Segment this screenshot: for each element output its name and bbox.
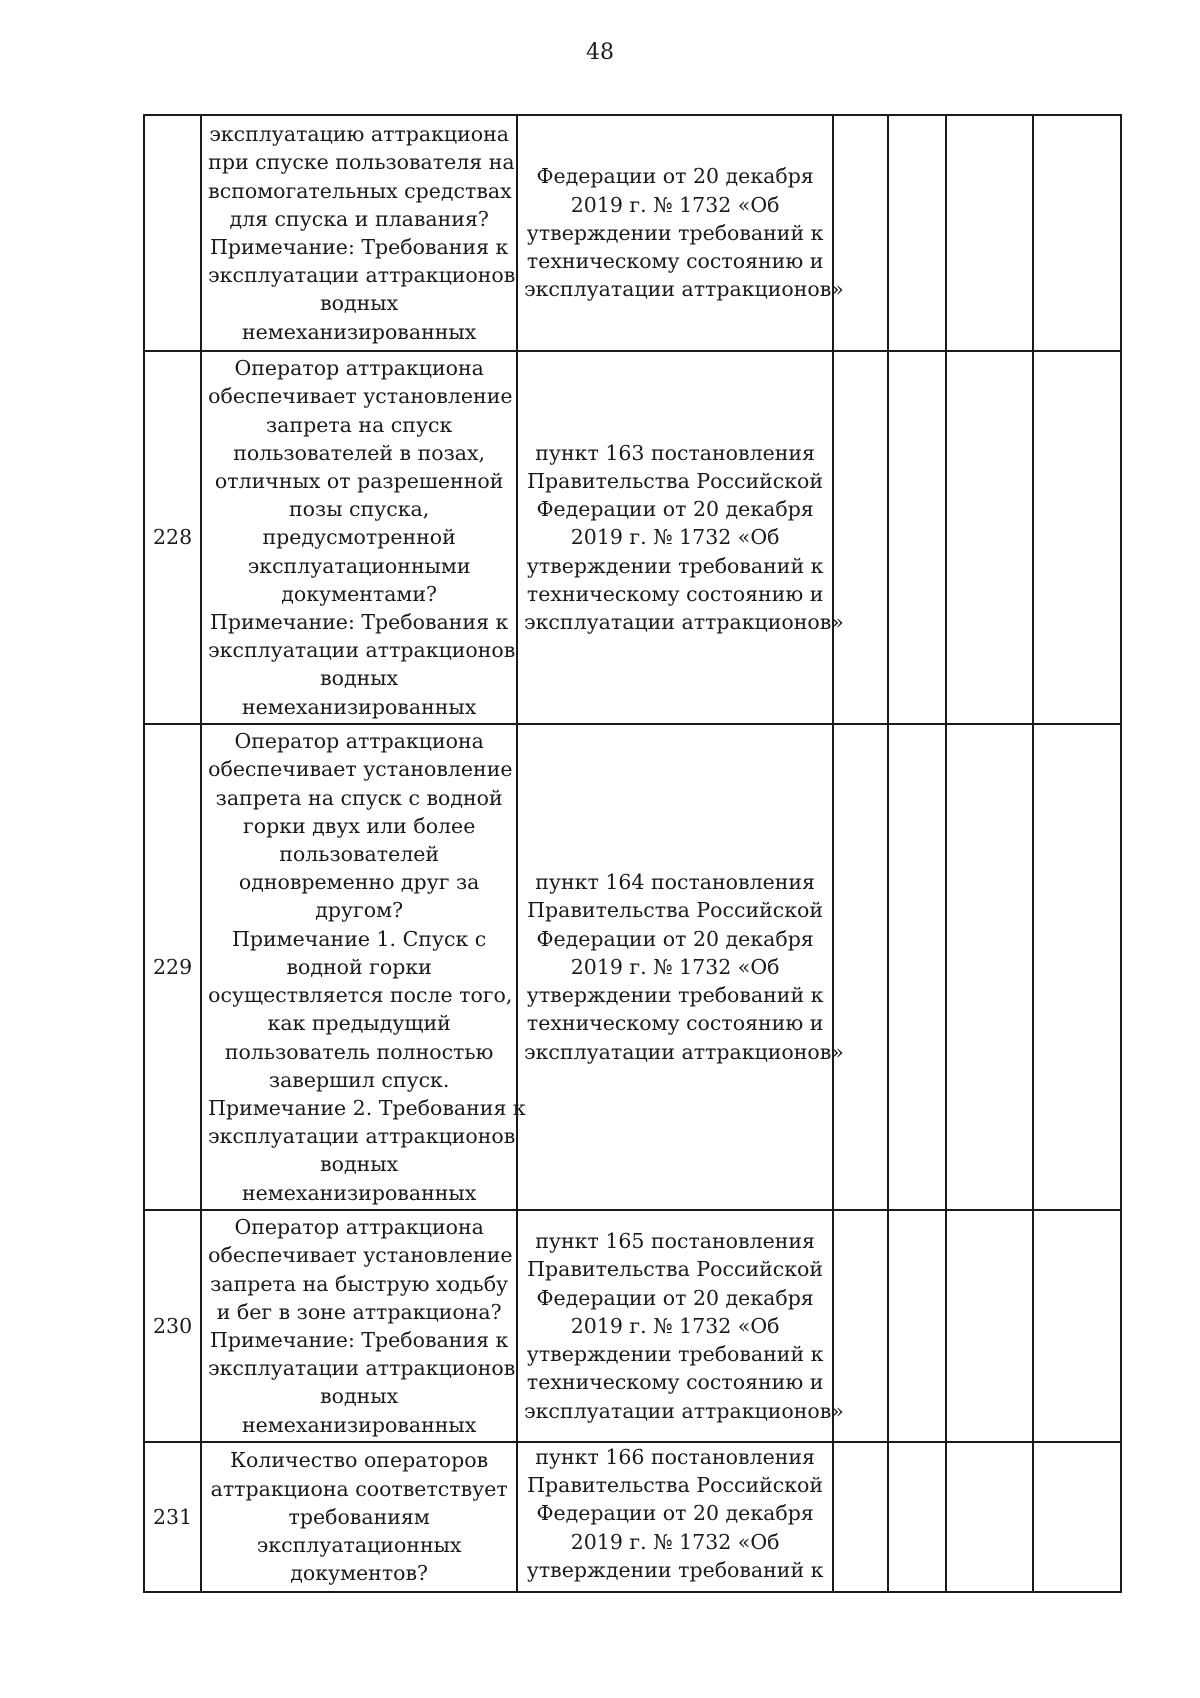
reference-line: техническому состоянию и [526, 249, 824, 274]
reference-line: утверждении требований к [526, 553, 824, 578]
reference-line: утверждении требований к [526, 1342, 824, 1367]
empty-cell [1033, 351, 1121, 724]
question-line: водных [320, 666, 399, 691]
question-line: эксплуатации аттракционов [208, 1356, 516, 1381]
reference-cell [517, 1210, 844, 1442]
reference-line: эксплуатации аттракционов» [524, 1039, 844, 1064]
question-line: Примечание: Требования к [209, 610, 509, 634]
empty-cell [1033, 115, 1121, 351]
reference-cell [517, 351, 844, 724]
question-line: немеханизированных [242, 694, 477, 719]
question-line: немеханизированных [242, 1412, 477, 1437]
row-number: 230 [144, 1210, 201, 1442]
question-line: для спуска и плавания? [229, 206, 489, 231]
reference-line: утверждении требований к [526, 220, 824, 245]
reference-line: 2019 г. № 1732 «Об [570, 192, 780, 217]
question-line: пользователей [279, 842, 440, 867]
reference-line: техническому состоянию и [526, 1011, 824, 1036]
empty-cell [946, 1210, 1032, 1442]
question-line: горки двух или более [242, 813, 476, 838]
question-line: запрета на быструю ходьбу [210, 1271, 509, 1296]
reference-line: Правительства Российской [527, 898, 824, 923]
question-line: и бег в зоне аттракциона? [216, 1299, 502, 1324]
question-line: завершил спуск. [268, 1067, 450, 1092]
empty-cell [888, 1210, 946, 1442]
table-row [144, 351, 1121, 724]
question-line: эксплуатации аттракционов [208, 638, 516, 663]
reference-line: 2019 г. № 1732 «Об [570, 525, 780, 550]
row-number: 229 [144, 724, 201, 1210]
question-line: вспомогательных средствах [208, 178, 512, 203]
empty-cell [1033, 1442, 1121, 1592]
empty-cell [946, 115, 1032, 351]
reference-line: пункт 164 постановления [535, 870, 815, 895]
question-line: обеспечивает установление [208, 757, 513, 782]
question-line: эксплуатационными [247, 553, 471, 578]
question-line: водной горки [286, 954, 432, 979]
question-line: Примечание: Требования к [209, 1328, 509, 1352]
reference-line: 2019 г. № 1732 «Об [570, 1529, 780, 1554]
table-row [144, 1210, 1121, 1442]
question-line: Примечание: Требования к [209, 235, 509, 259]
reference-line: пункт 166 постановления [535, 1445, 815, 1469]
empty-cell [946, 351, 1032, 724]
reference-line: утверждении требований к [526, 1557, 824, 1582]
question-cell [201, 351, 517, 724]
row-number: 228 [144, 351, 201, 724]
question-line: документов? [290, 1561, 429, 1586]
empty-cell [888, 1442, 946, 1592]
question-line: Примечание 2. Требования к [208, 1095, 526, 1120]
page-number: 48 [586, 40, 614, 65]
reference-line: Федерации от 20 декабря [536, 164, 814, 189]
row-number [144, 115, 201, 351]
question-line: запрета на спуск с водной [215, 785, 503, 810]
question-line: Оператор аттракциона [234, 1215, 484, 1240]
question-line: требованиям [288, 1504, 430, 1529]
reference-line: Федерации от 20 декабря [536, 497, 814, 522]
question-line: немеханизированных [242, 319, 477, 344]
question-line: документами? [281, 581, 438, 606]
question-line: водных [320, 1384, 399, 1409]
question-line: предусмотренной [262, 525, 456, 550]
question-line: осуществляется после того, [208, 983, 513, 1008]
question-line: водных [320, 1152, 399, 1177]
reference-line: эксплуатации аттракционов» [524, 1398, 844, 1423]
question-line: пользователей в позах, [233, 440, 486, 465]
question-line: позы спуска, [289, 497, 430, 522]
reference-line: 2019 г. № 1732 «Об [570, 954, 780, 979]
question-line: обеспечивает установление [208, 1243, 513, 1268]
reference-line: 2019 г. № 1732 «Об [570, 1313, 780, 1338]
question-line: эксплуатацию аттракциона [209, 122, 509, 147]
question-cell [201, 724, 526, 1210]
question-line: Оператор аттракциона [234, 356, 484, 381]
table-row [144, 115, 1121, 351]
empty-cell [833, 351, 888, 724]
empty-cell [833, 724, 888, 1210]
empty-cell [888, 351, 946, 724]
reference-cell [517, 1442, 833, 1592]
question-line: Примечание 1. Спуск с [232, 926, 487, 951]
reference-line: утверждении требований к [526, 983, 824, 1008]
reference-cell [517, 115, 844, 351]
empty-cell [833, 1442, 888, 1592]
question-cell [201, 1442, 517, 1592]
reference-line: Правительства Российской [527, 1473, 824, 1498]
reference-line: Федерации от 20 декабря [536, 1501, 814, 1526]
question-line: эксплуатации аттракционов [208, 1124, 516, 1149]
table-row [144, 1442, 1121, 1592]
empty-cell [833, 115, 888, 351]
question-line: одновременно друг за [238, 870, 480, 895]
question-line: водных [320, 291, 399, 316]
reference-line: Правительства Российской [527, 1257, 824, 1282]
question-line: при спуске пользователя на [208, 150, 515, 175]
empty-cell [888, 115, 946, 351]
question-cell [201, 1210, 517, 1442]
empty-cell [946, 1442, 1032, 1592]
question-line: эксплуатационных [256, 1533, 462, 1558]
question-line: Оператор аттракциона [234, 729, 484, 754]
empty-cell [946, 724, 1032, 1210]
checklist-table [143, 114, 1122, 1593]
question-line: другом? [315, 898, 404, 923]
reference-line: эксплуатации аттракционов» [524, 610, 844, 634]
question-line: Количество операторов [230, 1448, 489, 1473]
reference-line: эксплуатации аттракционов» [524, 277, 844, 302]
table-row [144, 724, 1121, 1210]
reference-line: пункт 163 постановления [535, 440, 815, 465]
question-line: обеспечивает установление [208, 384, 513, 409]
question-line: немеханизированных [242, 1180, 477, 1205]
reference-line: Федерации от 20 декабря [536, 1285, 814, 1310]
question-line: пользователь полностью [224, 1039, 494, 1064]
reference-cell [517, 724, 844, 1210]
question-line: запрета на спуск [266, 412, 453, 437]
reference-line: техническому состоянию и [526, 1370, 824, 1395]
reference-line: Правительства Российской [527, 468, 824, 493]
question-line: как предыдущий [267, 1011, 451, 1036]
empty-cell [888, 724, 946, 1210]
reference-line: пункт 165 постановления [535, 1229, 815, 1254]
reference-line: Федерации от 20 декабря [536, 926, 814, 951]
question-line: отличных от разрешенной [214, 468, 504, 493]
row-number: 231 [144, 1442, 201, 1592]
question-line: аттракциона соответствует [210, 1476, 508, 1501]
question-cell [201, 115, 517, 351]
empty-cell [1033, 724, 1121, 1210]
reference-line: техническому состоянию и [526, 581, 824, 606]
empty-cell [1033, 1210, 1121, 1442]
question-line: эксплуатации аттракционов [208, 263, 516, 288]
